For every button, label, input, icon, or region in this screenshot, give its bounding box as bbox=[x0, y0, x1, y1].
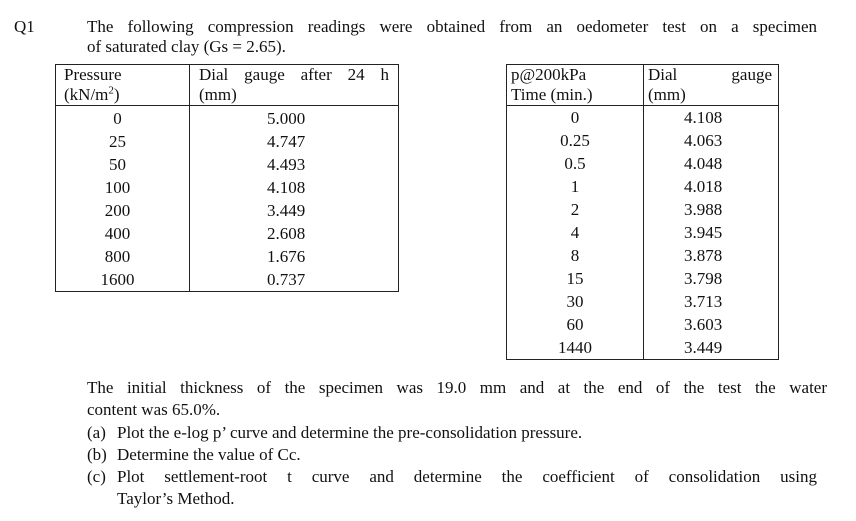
question-number: Q1 bbox=[14, 17, 35, 36]
pressure-header-close: ) bbox=[113, 85, 120, 104]
time-header bbox=[507, 65, 644, 106]
compression-table-row bbox=[56, 130, 399, 153]
task-list bbox=[87, 422, 827, 510]
task-text-line1: Plot settlement-root t curve and determine the coefficient of consolidation using bbox=[117, 467, 817, 486]
intro-line-1: The following compression readings were obtained from an oedometer test on a specimen bbox=[87, 17, 817, 36]
compression-table-first-cell: 25 bbox=[56, 130, 190, 153]
time-header-line1: p@200kPa bbox=[511, 65, 587, 84]
task-item bbox=[87, 444, 827, 466]
time-table-row bbox=[507, 290, 779, 313]
time-table-second-cell: 3.449 bbox=[644, 336, 779, 360]
compression-table-row bbox=[56, 222, 399, 245]
compression-table-first-cell: 50 bbox=[56, 153, 190, 176]
time-header-line2: Time (min.) bbox=[511, 85, 593, 104]
compression-table-first-cell: 100 bbox=[56, 176, 190, 199]
task-item bbox=[87, 466, 827, 510]
time-table-first-cell: 2 bbox=[507, 198, 644, 221]
specimen-info-line-2: content was 65.0%. bbox=[87, 400, 221, 419]
intro-line-2: of saturated clay (Gs = 2.65). bbox=[87, 37, 286, 56]
compression-table-first-cell: 800 bbox=[56, 245, 190, 268]
time-table-second-cell: 4.018 bbox=[644, 175, 779, 198]
time-table-second-cell: 3.713 bbox=[644, 290, 779, 313]
compression-table-second-cell: 3.449 bbox=[190, 199, 399, 222]
time-table-first-cell: 1440 bbox=[507, 336, 644, 360]
task-label: (b) bbox=[87, 445, 107, 464]
dial-gauge-header bbox=[644, 65, 779, 106]
time-table-first-cell: 0.5 bbox=[507, 152, 644, 175]
task-text-line1: Determine the value of Cc. bbox=[117, 445, 301, 464]
time-table-header bbox=[507, 65, 779, 106]
time-table-row bbox=[507, 313, 779, 336]
intro-paragraph bbox=[87, 17, 817, 57]
compression-table-second-cell: 0.737 bbox=[190, 268, 399, 292]
time-table-first-cell: 0 bbox=[507, 106, 644, 130]
compression-table-row bbox=[56, 245, 399, 268]
dial-gauge-header-line2: (mm) bbox=[648, 85, 686, 104]
time-table-first-cell: 1 bbox=[507, 175, 644, 198]
time-table-second-cell: 3.603 bbox=[644, 313, 779, 336]
compression-table-second-cell: 2.608 bbox=[190, 222, 399, 245]
compression-table-second-cell: 4.747 bbox=[190, 130, 399, 153]
compression-table-row bbox=[56, 106, 399, 131]
compression-table-row bbox=[56, 199, 399, 222]
task-item bbox=[87, 422, 827, 444]
time-table-first-cell: 15 bbox=[507, 267, 644, 290]
compression-table-first-cell: 1600 bbox=[56, 268, 190, 292]
time-table-row bbox=[507, 336, 779, 360]
compression-table-first-cell: 0 bbox=[56, 106, 190, 131]
compression-table bbox=[55, 64, 399, 292]
compression-table-first-cell: 400 bbox=[56, 222, 190, 245]
time-table-row bbox=[507, 221, 779, 244]
time-table-first-cell: 60 bbox=[507, 313, 644, 336]
compression-table-second-cell: 4.493 bbox=[190, 153, 399, 176]
compression-table-header bbox=[56, 65, 399, 106]
time-table-second-cell: 4.063 bbox=[644, 129, 779, 152]
time-table-second-cell: 3.798 bbox=[644, 267, 779, 290]
time-table-row bbox=[507, 244, 779, 267]
time-table-second-cell: 3.988 bbox=[644, 198, 779, 221]
compression-table-first-cell: 200 bbox=[56, 199, 190, 222]
compression-table-row bbox=[56, 153, 399, 176]
task-text bbox=[117, 422, 817, 444]
time-table-second-cell: 4.048 bbox=[644, 152, 779, 175]
pressure-header-line1: Pressure bbox=[64, 65, 122, 84]
pressure-header bbox=[56, 65, 190, 106]
time-table-second-cell: 4.108 bbox=[644, 106, 779, 130]
dial-gauge-header-word2: gauge bbox=[731, 65, 772, 84]
task-label: (a) bbox=[87, 423, 106, 442]
time-table-row bbox=[507, 152, 779, 175]
time-table-first-cell: 4 bbox=[507, 221, 644, 244]
specimen-info bbox=[87, 377, 827, 421]
pressure-header-sup: 2 bbox=[108, 84, 114, 97]
dial-header-line1: Dial gauge after 24 h bbox=[199, 65, 389, 84]
task-text-line2: Taylor’s Method. bbox=[117, 489, 235, 508]
specimen-info-line-1: The initial thickness of the specimen was 19.0 mm and at the end of the test the water bbox=[87, 378, 827, 397]
task-text bbox=[117, 466, 817, 510]
time-table-first-cell: 0.25 bbox=[507, 129, 644, 152]
task-text-line1: Plot the e-log p’ curve and determine the pre-consolidation pressure. bbox=[117, 423, 583, 442]
time-table-row bbox=[507, 198, 779, 221]
time-table-first-cell: 30 bbox=[507, 290, 644, 313]
time-table-row bbox=[507, 106, 779, 130]
pressure-header-unit: (kN/m bbox=[64, 85, 109, 104]
dial-header-line2: (mm) bbox=[199, 85, 237, 104]
time-table-row bbox=[507, 175, 779, 198]
compression-table-row bbox=[56, 268, 399, 292]
compression-table-row bbox=[56, 176, 399, 199]
time-table-second-cell: 3.945 bbox=[644, 221, 779, 244]
task-text bbox=[117, 444, 817, 466]
compression-table-second-cell: 4.108 bbox=[190, 176, 399, 199]
dial-header bbox=[190, 65, 399, 106]
time-table bbox=[506, 64, 779, 360]
time-table-first-cell: 8 bbox=[507, 244, 644, 267]
compression-table-second-cell: 5.000 bbox=[190, 106, 399, 131]
compression-table-second-cell: 1.676 bbox=[190, 245, 399, 268]
task-label: (c) bbox=[87, 467, 106, 486]
dial-gauge-header-word1: Dial bbox=[648, 65, 678, 84]
time-table-row bbox=[507, 267, 779, 290]
time-table-row bbox=[507, 129, 779, 152]
time-table-second-cell: 3.878 bbox=[644, 244, 779, 267]
